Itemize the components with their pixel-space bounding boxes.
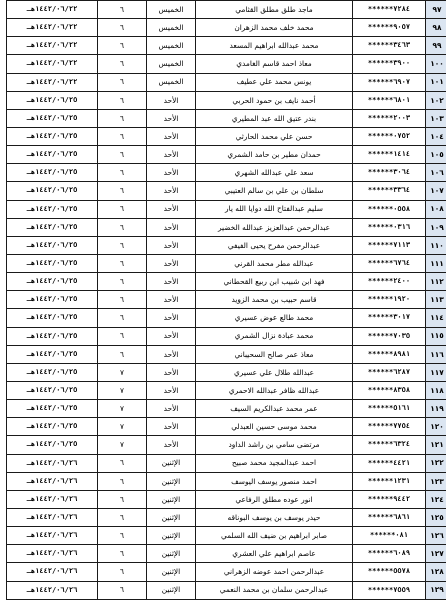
masked-id-cell: ٣٩٠٠****** [353, 55, 426, 73]
table-row [7, 327, 446, 345]
masked-id-cell: ٧١١٣****** [353, 236, 426, 254]
weekday-cell: الأحد [147, 254, 196, 272]
row-number-cell: ١٢٨ [426, 563, 446, 581]
row-number-cell: ١١٩ [426, 400, 446, 418]
masked-id-cell: ٦٩٠٧****** [353, 73, 426, 91]
masked-id-cell: ١٩٢٠****** [353, 291, 426, 309]
row-number-cell: ١١٠ [426, 236, 446, 254]
masked-id-cell: ٠٨١****** [353, 527, 426, 545]
masked-id-cell: ٤٤٢١****** [353, 454, 426, 472]
hijri-date-cell: ١٤٤٢/٠٦/٢٦هـ [7, 472, 98, 490]
hijri-date-cell: ١٤٤٢/٠٦/٢٥هـ [7, 363, 98, 381]
hijri-date-cell: ١٤٤٢/٠٦/٢٥هـ [7, 291, 98, 309]
full-name-cell: عبدالرحمن سلمان بن محمد النعمي [196, 581, 353, 599]
masked-id-cell: ٩٤٤٢****** [353, 490, 426, 508]
table-row [7, 91, 446, 109]
count-cell: ٦ [98, 273, 147, 291]
row-number-cell: ١٢٣ [426, 472, 446, 490]
masked-id-cell: ٨٩٨١****** [353, 345, 426, 363]
row-number-cell: ١٠٢ [426, 91, 446, 109]
weekday-cell: الخميس [147, 55, 196, 73]
row-number-cell: ٩٩ [426, 37, 446, 55]
hijri-date-cell: ١٤٤٢/٠٦/٢٥هـ [7, 91, 98, 109]
full-name-cell: صابر ابراهيم بن ضيف الله السلمي [196, 527, 353, 545]
count-cell: ٦ [98, 1, 147, 19]
row-number-cell: ٩٨ [426, 19, 446, 37]
table-row [7, 164, 446, 182]
hijri-date-cell: ١٤٤٢/٠٦/٢٦هـ [7, 563, 98, 581]
hijri-date-cell: ١٤٤٢/٠٦/٢٥هـ [7, 218, 98, 236]
count-cell: ٦ [98, 236, 147, 254]
masked-id-cell: ٠٥٥٨****** [353, 200, 426, 218]
weekday-cell: الأحد [147, 91, 196, 109]
full-name-cell: عبدالله طلال علي عسيري [196, 363, 353, 381]
count-cell: ٦ [98, 109, 147, 127]
weekday-cell: الإثنين [147, 454, 196, 472]
weekday-cell: الأحد [147, 200, 196, 218]
count-cell: ٦ [98, 472, 147, 490]
hijri-date-cell: ١٤٤٢/٠٦/٢٥هـ [7, 381, 98, 399]
hijri-date-cell: ١٤٤٢/٠٦/٢٥هـ [7, 309, 98, 327]
table-row [7, 19, 446, 37]
count-cell: ٦ [98, 490, 147, 508]
attendees-table [6, 0, 446, 600]
weekday-cell: الإثنين [147, 472, 196, 490]
count-cell: ٦ [98, 508, 147, 526]
row-number-cell: ١١٣ [426, 291, 446, 309]
table-row [7, 345, 446, 363]
full-name-cell: سعد علي عبدالله الشهري [196, 164, 353, 182]
table-row [7, 291, 446, 309]
full-name-cell: فهد ابن شبيب ابن ربيع القحطاني [196, 273, 353, 291]
row-number-cell: ١٠٥ [426, 146, 446, 164]
weekday-cell: الخميس [147, 37, 196, 55]
full-name-cell: حمدان مطير بن حامد الشمري [196, 146, 353, 164]
count-cell: ٦ [98, 454, 147, 472]
masked-id-cell: ٩٠٥٧****** [353, 19, 426, 37]
count-cell: ٦ [98, 73, 147, 91]
count-cell: ٦ [98, 527, 147, 545]
full-name-cell: معاذ عمر صالح السحيباني [196, 345, 353, 363]
table-row [7, 218, 446, 236]
count-cell: ٦ [98, 146, 147, 164]
weekday-cell: الأحد [147, 236, 196, 254]
weekday-cell: الأحد [147, 345, 196, 363]
weekday-cell: الإثنين [147, 490, 196, 508]
weekday-cell: الأحد [147, 291, 196, 309]
weekday-cell: الأحد [147, 109, 196, 127]
hijri-date-cell: ١٤٤٢/٠٦/٢٥هـ [7, 182, 98, 200]
full-name-cell: محمد موسى حسين العبدلي [196, 418, 353, 436]
masked-id-cell: ٧٠٣٥****** [353, 327, 426, 345]
table-row [7, 508, 446, 526]
weekday-cell: الإثنين [147, 527, 196, 545]
count-cell: ٦ [98, 327, 147, 345]
count-cell: ٦ [98, 581, 147, 599]
hijri-date-cell: ١٤٤٢/٠٦/٢٥هـ [7, 200, 98, 218]
table-row [7, 273, 446, 291]
masked-id-cell: ٥١٦١****** [353, 400, 426, 418]
table-row [7, 1, 446, 19]
row-number-cell: ١١١ [426, 254, 446, 272]
full-name-cell: حيدر يوسف بن يوسف البوناقه [196, 508, 353, 526]
count-cell: ٦ [98, 345, 147, 363]
masked-id-cell: ١٢٣١****** [353, 472, 426, 490]
full-name-cell: محمد عبدالله ابراهيم المسعد [196, 37, 353, 55]
table-row [7, 381, 446, 399]
row-number-cell: ١٠٣ [426, 109, 446, 127]
weekday-cell: الأحد [147, 218, 196, 236]
table-row [7, 200, 446, 218]
hijri-date-cell: ١٤٤٢/٠٦/٢٥هـ [7, 273, 98, 291]
hijri-date-cell: ١٤٤٢/٠٦/٢٢هـ [7, 37, 98, 55]
full-name-cell: احمد منصور يوسف اليوسف [196, 472, 353, 490]
hijri-date-cell: ١٤٤٢/٠٦/٢٦هـ [7, 581, 98, 599]
count-cell: ٧ [98, 400, 147, 418]
full-name-cell: عبدالرحمن عبدالعزيز عبدالله الخضير [196, 218, 353, 236]
table-row [7, 363, 446, 381]
row-number-cell: ١٠٠ [426, 55, 446, 73]
weekday-cell: الأحد [147, 363, 196, 381]
weekday-cell: الأحد [147, 273, 196, 291]
full-name-cell: عبدالرحمن احمد عوضه الزهراني [196, 563, 353, 581]
row-number-cell: ١١٥ [426, 327, 446, 345]
row-number-cell: ٩٧ [426, 1, 446, 19]
row-number-cell: ١٢٧ [426, 545, 446, 563]
hijri-date-cell: ١٤٤٢/٠٦/٢٢هـ [7, 73, 98, 91]
row-number-cell: ١١٧ [426, 363, 446, 381]
full-name-cell: مرتضى سامي بن راشد الداود [196, 436, 353, 454]
weekday-cell: الأحد [147, 400, 196, 418]
full-name-cell: ماجد طلق مطلق القثامي [196, 1, 353, 19]
row-number-cell: ١٢١ [426, 436, 446, 454]
hijri-date-cell: ١٤٤٢/٠٦/٢٥هـ [7, 109, 98, 127]
hijri-date-cell: ١٤٤٢/٠٦/٢٥هـ [7, 327, 98, 345]
masked-id-cell: ١٤١٤****** [353, 146, 426, 164]
count-cell: ٧ [98, 363, 147, 381]
table-row [7, 236, 446, 254]
weekday-cell: الأحد [147, 381, 196, 399]
count-cell: ٦ [98, 37, 147, 55]
full-name-cell: انور عوده مطلق الرفاعي [196, 490, 353, 508]
count-cell: ٦ [98, 200, 147, 218]
count-cell: ٧ [98, 418, 147, 436]
table-row [7, 563, 446, 581]
masked-id-cell: ٢٠٠٣****** [353, 109, 426, 127]
masked-id-cell: ٥٥٧٨****** [353, 563, 426, 581]
table-row [7, 127, 446, 145]
table-row [7, 55, 446, 73]
hijri-date-cell: ١٤٤٢/٠٦/٢٢هـ [7, 55, 98, 73]
masked-id-cell: ٣٠٦٤****** [353, 164, 426, 182]
table-row [7, 545, 446, 563]
masked-id-cell: ٣٠١٧****** [353, 309, 426, 327]
count-cell: ٦ [98, 91, 147, 109]
masked-id-cell: ٦٠٨٩****** [353, 545, 426, 563]
full-name-cell: حسن علي محمد الحارثي [196, 127, 353, 145]
table-row [7, 400, 446, 418]
weekday-cell: الأحد [147, 182, 196, 200]
weekday-cell: الأحد [147, 127, 196, 145]
masked-id-cell: ٣٣٦٤****** [353, 182, 426, 200]
table-row [7, 73, 446, 91]
masked-id-cell: ٦٨٠١****** [353, 91, 426, 109]
full-name-cell: عاصم ابراهيم علي العشري [196, 545, 353, 563]
full-name-cell: سليم عبدالفتاح الله دوايا الله يار [196, 200, 353, 218]
full-name-cell: قاسم حبيب بن محمد الزويد [196, 291, 353, 309]
weekday-cell: الإثنين [147, 545, 196, 563]
masked-id-cell: ٨٣٥٨****** [353, 381, 426, 399]
masked-id-cell: ٠٧٥٢****** [353, 127, 426, 145]
attendees-table-body [7, 1, 446, 600]
row-number-cell: ١١٨ [426, 381, 446, 399]
count-cell: ٦ [98, 164, 147, 182]
weekday-cell: الإثنين [147, 581, 196, 599]
row-number-cell: ١٠٧ [426, 182, 446, 200]
masked-id-cell: ٧٥٥٩****** [353, 581, 426, 599]
hijri-date-cell: ١٤٤٢/٠٦/٢٥هـ [7, 345, 98, 363]
hijri-date-cell: ١٤٤٢/٠٦/٢٥هـ [7, 436, 98, 454]
full-name-cell: محمد خلف محمد الزهران [196, 19, 353, 37]
row-number-cell: ١٠٤ [426, 127, 446, 145]
hijri-date-cell: ١٤٤٢/٠٦/٢٥هـ [7, 164, 98, 182]
hijri-date-cell: ١٤٤٢/٠٦/٢٥هـ [7, 254, 98, 272]
full-name-cell: عبدالله ظافر عبدالله الاحمري [196, 381, 353, 399]
hijri-date-cell: ١٤٤٢/٠٦/٢٦هـ [7, 527, 98, 545]
table-row [7, 454, 446, 472]
weekday-cell: الخميس [147, 1, 196, 19]
weekday-cell: الأحد [147, 436, 196, 454]
count-cell: ٦ [98, 218, 147, 236]
masked-id-cell: ٦٨٦١****** [353, 508, 426, 526]
table-row [7, 581, 446, 599]
table-row [7, 182, 446, 200]
row-number-cell: ١٢٢ [426, 454, 446, 472]
count-cell: ٧ [98, 436, 147, 454]
hijri-date-cell: ١٤٤٢/٠٦/٢٦هـ [7, 490, 98, 508]
count-cell: ٦ [98, 291, 147, 309]
full-name-cell: عبدالرحمن مفرح يحيى الفيفي [196, 236, 353, 254]
count-cell: ٦ [98, 545, 147, 563]
row-number-cell: ١١٤ [426, 309, 446, 327]
hijri-date-cell: ١٤٤٢/٠٦/٢٦هـ [7, 508, 98, 526]
full-name-cell: عبدالله مطر محمد القرني [196, 254, 353, 272]
hijri-date-cell: ١٤٤٢/٠٦/٢٥هـ [7, 400, 98, 418]
masked-id-cell: ٦٧٦٤****** [353, 254, 426, 272]
row-number-cell: ١٢٩ [426, 581, 446, 599]
row-number-cell: ١٠٦ [426, 164, 446, 182]
row-number-cell: ١٢٦ [426, 527, 446, 545]
weekday-cell: الخميس [147, 73, 196, 91]
full-name-cell: عمر محمد عبدالكريم السيف [196, 400, 353, 418]
row-number-cell: ١٠٨ [426, 200, 446, 218]
hijri-date-cell: ١٤٤٢/٠٦/٢٥هـ [7, 236, 98, 254]
count-cell: ٦ [98, 309, 147, 327]
table-row [7, 109, 446, 127]
count-cell: ٦ [98, 19, 147, 37]
table-row [7, 472, 446, 490]
row-number-cell: ١٢٠ [426, 418, 446, 436]
row-number-cell: ١٠١ [426, 73, 446, 91]
table-row [7, 37, 446, 55]
count-cell: ٦ [98, 182, 147, 200]
weekday-cell: الخميس [147, 19, 196, 37]
weekday-cell: الإثنين [147, 508, 196, 526]
count-cell: ٦ [98, 563, 147, 581]
masked-id-cell: ٠٣١٦****** [353, 218, 426, 236]
row-number-cell: ١٢٤ [426, 490, 446, 508]
masked-id-cell: ٦٢٨٧****** [353, 363, 426, 381]
weekday-cell: الأحد [147, 309, 196, 327]
row-number-cell: ١١٦ [426, 345, 446, 363]
full-name-cell: أحمد نايف بن حمود الحربي [196, 91, 353, 109]
hijri-date-cell: ١٤٤٢/٠٦/٢٢هـ [7, 19, 98, 37]
table-row [7, 146, 446, 164]
count-cell: ٦ [98, 55, 147, 73]
full-name-cell: يونس محمد علي عطيف [196, 73, 353, 91]
full-name-cell: بندر عتيق الله عبد المطيري [196, 109, 353, 127]
registration-sheet [6, 0, 440, 600]
full-name-cell: سلطان بن علي بن سالم العتيبي [196, 182, 353, 200]
masked-id-cell: ٧٧٥٤****** [353, 418, 426, 436]
full-name-cell: محمد عبادة نزال الشمري [196, 327, 353, 345]
table-row [7, 436, 446, 454]
hijri-date-cell: ١٤٤٢/٠٦/٢٦هـ [7, 454, 98, 472]
table-row [7, 527, 446, 545]
row-number-cell: ١٢٥ [426, 508, 446, 526]
table-row [7, 490, 446, 508]
hijri-date-cell: ١٤٤٢/٠٦/٢٥هـ [7, 127, 98, 145]
masked-id-cell: ٣٤٦٣****** [353, 37, 426, 55]
table-row [7, 254, 446, 272]
table-row [7, 418, 446, 436]
row-number-cell: ١٠٩ [426, 218, 446, 236]
hijri-date-cell: ١٤٤٢/٠٦/٢٢هـ [7, 1, 98, 19]
masked-id-cell: ٢٤٠٠****** [353, 273, 426, 291]
table-row [7, 309, 446, 327]
row-number-cell: ١١٢ [426, 273, 446, 291]
hijri-date-cell: ١٤٤٢/٠٦/٢٥هـ [7, 146, 98, 164]
weekday-cell: الأحد [147, 418, 196, 436]
weekday-cell: الأحد [147, 164, 196, 182]
masked-id-cell: ٧٢٨٤****** [353, 1, 426, 19]
hijri-date-cell: ١٤٤٢/٠٦/٢٥هـ [7, 418, 98, 436]
count-cell: ٦ [98, 254, 147, 272]
weekday-cell: الإثنين [147, 563, 196, 581]
hijri-date-cell: ١٤٤٢/٠٦/٢٦هـ [7, 545, 98, 563]
count-cell: ٧ [98, 381, 147, 399]
full-name-cell: محمد طالع عوض عسيري [196, 309, 353, 327]
weekday-cell: الأحد [147, 327, 196, 345]
masked-id-cell: ٦٣٢٤****** [353, 436, 426, 454]
weekday-cell: الأحد [147, 146, 196, 164]
full-name-cell: معاذ احمد قاسم الغامدي [196, 55, 353, 73]
full-name-cell: احمد عبدالمجيد محمد صبيح [196, 454, 353, 472]
count-cell: ٦ [98, 127, 147, 145]
